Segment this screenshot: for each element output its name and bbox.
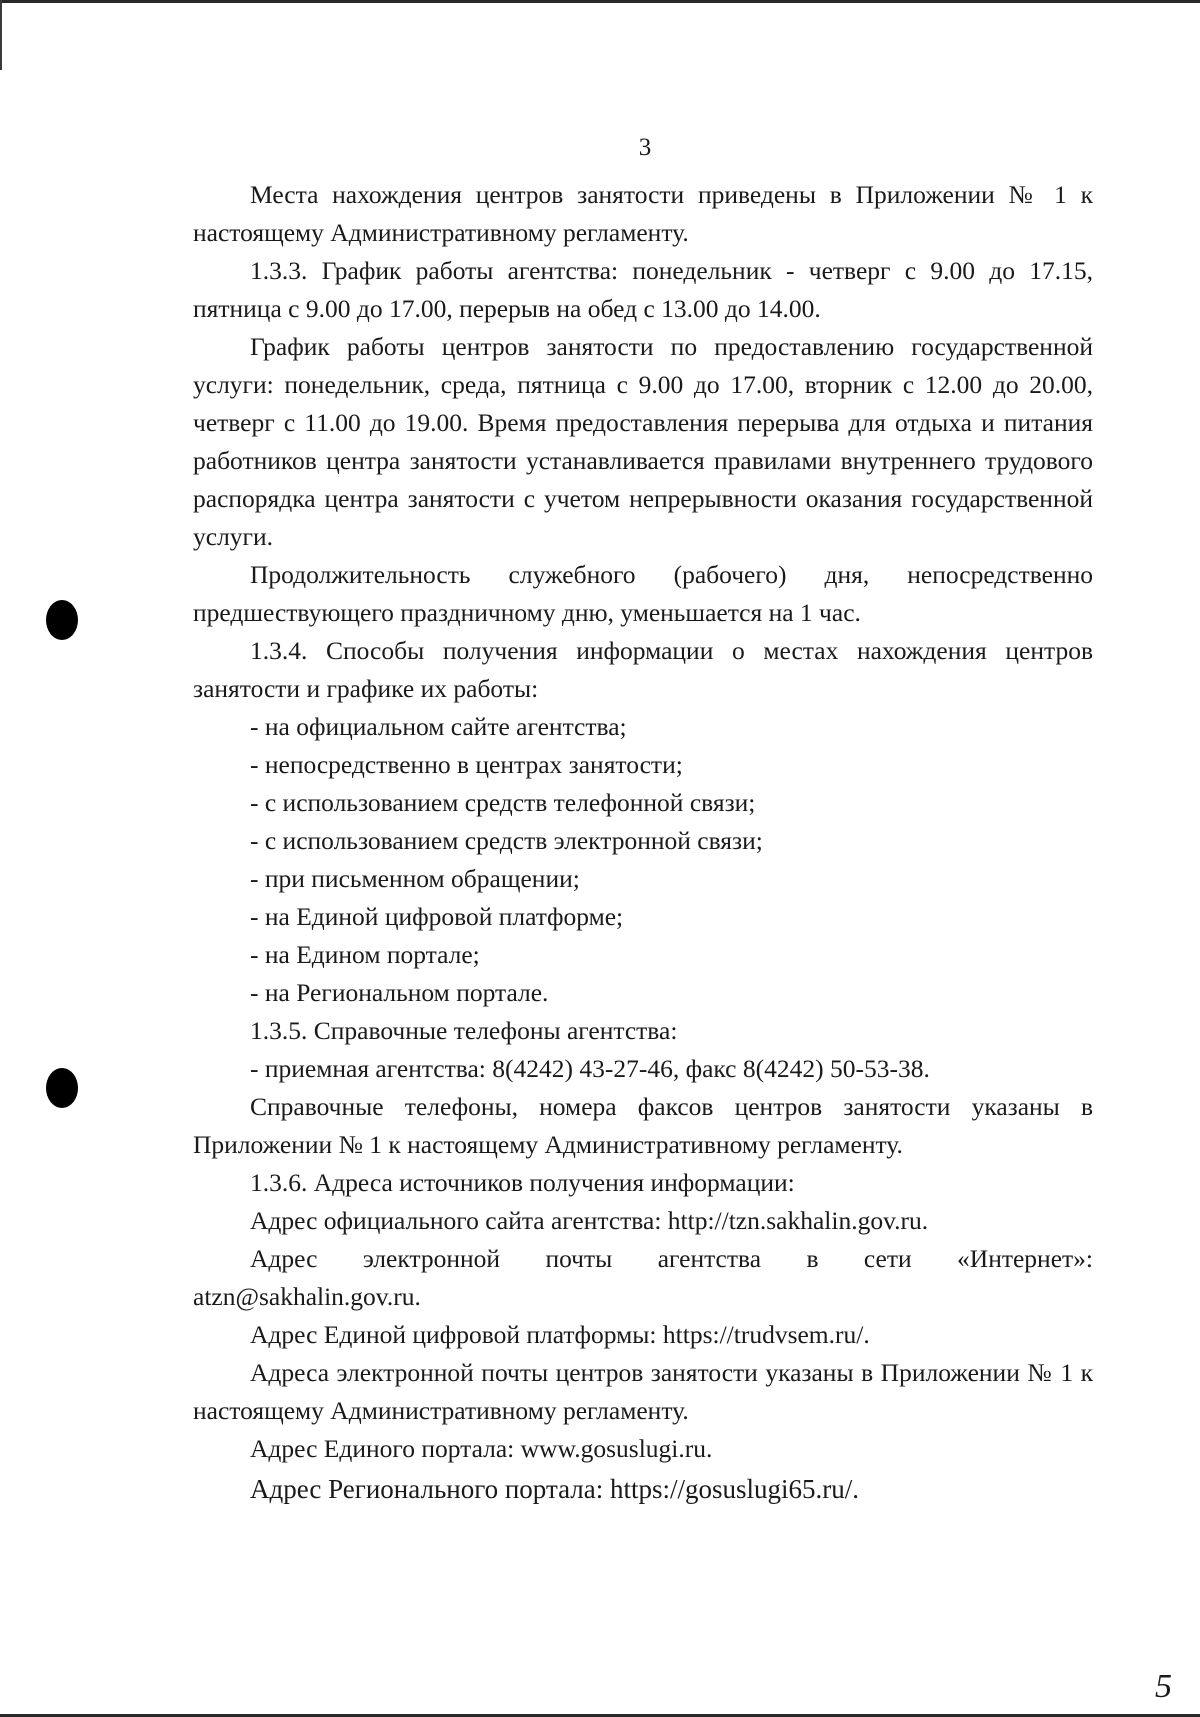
list-item: - на Региональном портале. — [250, 978, 549, 1007]
paragraph: Адрес Единой цифровой платформы: https://trudvsem.ru/. — [250, 1320, 870, 1349]
page-number: 3 — [638, 134, 652, 161]
punch-hole-upper — [46, 600, 78, 640]
paragraph: Продолжительность служебного (рабочего) дня, непосредственно предшествующего праздничному дню, уменьшается на 1 час. — [193, 560, 1093, 627]
scan-edge-top — [0, 0, 1200, 3]
list-item: - непосредственно в центрах занятости; — [250, 750, 683, 779]
document-body — [193, 176, 1093, 1508]
scan-edge-left — [0, 0, 2, 70]
paragraph: Адрес официального сайта агентства: http://tzn.sakhalin.gov.ru. — [250, 1206, 929, 1235]
paragraph: Адрес Регионального портала: https://gosuslugi65.ru/. — [250, 1474, 860, 1504]
list-item: - с использованием средств телефонной связи; — [250, 788, 756, 817]
paragraph: 1.3.3. График работы агентства: понедельник - четверг с 9.00 до 17.15, пятница с 9.00 до 17.00, перерыв на обед с 13.00 до 14.00. — [193, 256, 1093, 323]
list-item: - на Едином портале; — [250, 940, 480, 969]
paragraph: Адрес электронной почты агентства в сети «Интернет»: atzn@sakhalin.gov.ru. — [193, 1244, 1093, 1311]
paragraph: 1.3.5. Справочные телефоны агентства: — [250, 1016, 678, 1045]
list-item: - при письменном обращении; — [250, 864, 580, 893]
punch-hole-lower — [46, 1068, 78, 1108]
list-item: - с использованием средств электронной связи; — [250, 826, 763, 855]
paragraph: Места нахождения центров занятости приведены в Приложении № 1 к настоящему Административному регламенту. — [193, 180, 1093, 247]
list-item: - приемная агентства: 8(4242) 43-27-46, факс 8(4242) 50-53-38. — [250, 1054, 930, 1083]
list-item: - на Единой цифровой платформе; — [250, 902, 624, 931]
paragraph: Справочные телефоны, номера факсов центров занятости указаны в Приложении № 1 к настоящему Административному регламенту. — [193, 1092, 1093, 1159]
paragraph: Адрес Единого портала: www.gosuslugi.ru. — [250, 1434, 713, 1463]
handwritten-page-mark: 5 — [1155, 1668, 1172, 1705]
paragraph: График работы центров занятости по предоставлению государственной услуги: понедельник, среда, пятница с 9.00 до 17.00, вторник с 12.00 до 20.00, четверг с 11.00 до 19.00. Время предоставления перерыва для отдыха и питания работников центра занятости устанавливается правилами внутреннего трудового распорядка центра занятости с учетом непрерывности оказания государственной услуги. — [193, 332, 1093, 551]
paragraph: 1.3.4. Способы получения информации о местах нахождения центров занятости и графике их работы: — [193, 636, 1093, 703]
list-item: - на официальном сайте агентства; — [250, 712, 627, 741]
paragraph: 1.3.6. Адреса источников получения информации: — [250, 1168, 795, 1197]
paragraph: Адреса электронной почты центров занятости указаны в Приложении № 1 к настоящему Административному регламенту. — [193, 1358, 1093, 1425]
